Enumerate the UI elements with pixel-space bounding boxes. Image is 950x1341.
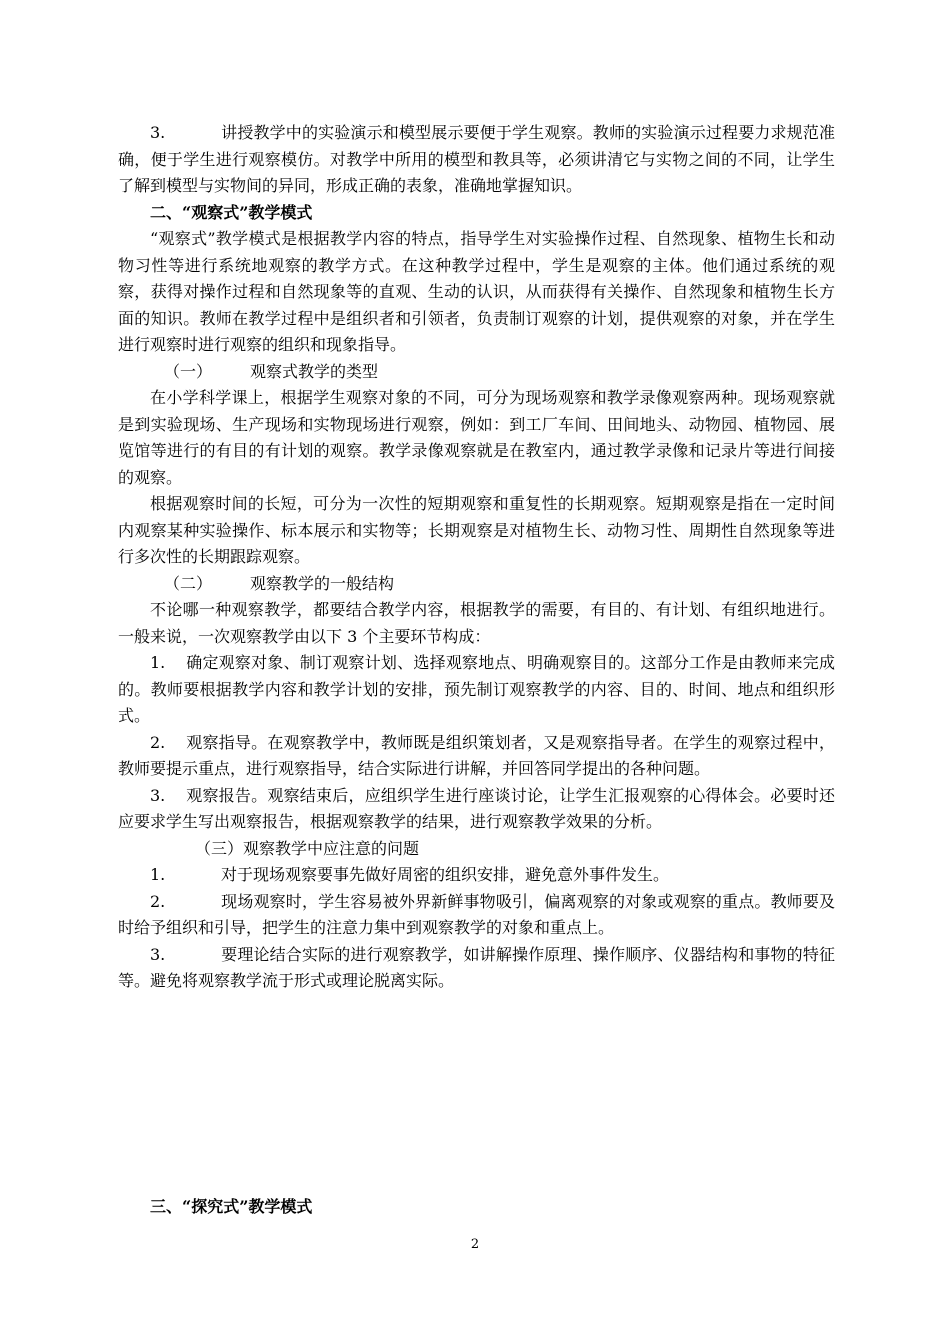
list-item-text: 现场观察时，学生容易被外界新鲜事物吸引，偏离观察的对象或观察的重点。教师要及时给予组织和引导，把学生的注意力集中到观察教学的对象和重点上。 <box>118 891 835 937</box>
section-heading-observation-mode: 二、“观察式”教学模式 <box>150 202 313 222</box>
list-number: 1. <box>150 865 166 884</box>
subsection-label: （二） <box>164 573 213 593</box>
list-item <box>118 889 835 942</box>
subsection-label: （一） <box>164 361 213 381</box>
list-item <box>118 730 835 783</box>
list-number: 1. <box>150 653 166 672</box>
list-item-text: 确定观察对象、制订观察计划、选择观察地点、明确观察目的。这部分工作是由教师来完成的。教师要根据教学内容和教学计划的安排，预先制订观察教学的内容、目的、时间、地点和组织形式。 <box>118 653 835 725</box>
page-body <box>118 120 835 995</box>
list-item <box>118 862 835 889</box>
list-number: 2. <box>150 891 166 911</box>
list-number: 3. <box>150 944 166 964</box>
subsection-title: 观察教学的一般结构 <box>250 573 395 593</box>
paragraph-observation-types: 在小学科学课上，根据学生观察对象的不同，可分为现场观察和教学录像观察两种。现场观察就是到实验现场、生产现场和实物现场进行观察，例如：到工厂车间、田间地头、动物园、植物园、展览馆等进行的有目的有计划的观察。教学录像观察就是在教室内，通过教学录像和记录片等进行间接的观察。 <box>118 388 835 487</box>
paragraph-text: 讲授教学中的实验演示和模型展示要便于学生观察。教师的实验演示过程要力求规范准确，便于学生进行观察模仿。对教学中所用的模型和教具等，必须讲清它与实物之间的不同，让学生了解到模型与实物间的异同，形成正确的表象，准确地掌握知识。 <box>118 123 835 195</box>
paragraph-demo-observation <box>118 120 835 200</box>
page-number: 2 <box>470 1237 480 1252</box>
list-item-text: 观察指导。在观察教学中，教师既是组织策划者，又是观察指导者。在学生的观察过程中，教师要提示重点，进行观察指导，结合实际进行讲解，并回答同学提出的各种问题。 <box>118 732 835 778</box>
subsection-heading-cautions: （三）观察教学中应注意的问题 <box>195 838 420 858</box>
list-item <box>118 650 835 730</box>
subsection-heading-structure <box>118 571 835 598</box>
paragraph-observation-intro: “观察式”教学模式是根据教学内容的特点，指导学生对实验操作过程、自然现象、植物生长和动物习性等进行系统地观察的教学方式。在这种教学过程中，学生是观察的主体。他们通过系统的观察，获得对操作过程和自然现象等的直观、生动的认识，从而获得有关操作、自然现象和植物生长方面的知识。教师在教学过程中是组织者和引领者，负责制订观察的计划，提供观察的对象，并在学生进行观察时进行观察的组织和现象指导。 <box>118 229 835 354</box>
list-item-text: 要理论结合实际的进行观察教学，如讲解操作原理、操作顺序、仪器结构和事物的特征等。避免将观察教学流于形式或理论脱离实际。 <box>118 944 835 990</box>
list-item <box>118 942 835 995</box>
list-number: 2. <box>150 732 166 752</box>
list-item-text: 观察报告。观察结束后，应组织学生进行座谈讨论，让学生汇报观察的心得体会。必要时还应要求学生写出观察报告，根据观察教学的结果，进行观察教学效果的分析。 <box>118 785 835 831</box>
list-item-text: 对于现场观察要事先做好周密的组织安排，避免意外事件发生。 <box>221 865 670 884</box>
subsection-heading-types <box>118 359 835 386</box>
section-heading-inquiry-mode: 三、“探究式”教学模式 <box>150 1197 313 1216</box>
subsection-title: 观察式教学的类型 <box>250 361 379 381</box>
paragraph-structure-intro: 不论哪一种观察教学，都要结合教学内容，根据教学的需要，有目的、有计划、有组织地进行。一般来说，一次观察教学由以下 3 个主要环节构成： <box>118 600 835 646</box>
list-number: 3. <box>150 785 166 805</box>
list-number: 3. <box>150 123 166 142</box>
paragraph-observation-duration: 根据观察时间的长短，可分为一次性的短期观察和重复性的长期观察。短期观察是指在一定时间内观察某种实验操作、标本展示和实物等；长期观察是对植物生长、动物习性、周期性自然现象等进行多次性的长期跟踪观察。 <box>118 494 835 566</box>
list-item <box>118 783 835 836</box>
